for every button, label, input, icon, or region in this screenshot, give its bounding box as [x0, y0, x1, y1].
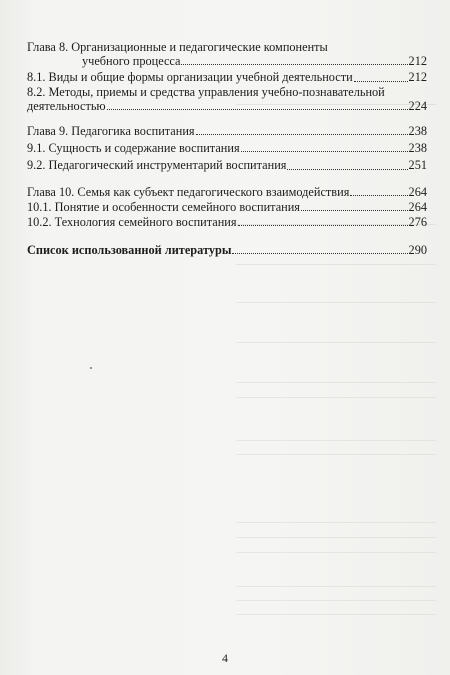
bleed-through-text [236, 535, 436, 538]
toc-entry-text: 8.1. Виды и общие формы организации учебной деятельности [27, 70, 353, 85]
toc-page-number: 276 [408, 215, 427, 230]
bleed-through-text [236, 520, 436, 523]
bleed-through-text [236, 340, 436, 343]
toc-page-number: 238 [408, 141, 427, 156]
bleed-through-text [236, 584, 436, 587]
toc-page-number: 264 [408, 184, 427, 199]
dot-leader [350, 195, 407, 196]
dot-leader [287, 169, 407, 170]
toc-page-number: 224 [408, 98, 427, 113]
bleed-through-text [236, 452, 436, 455]
toc-entry-chapter-8[interactable] [27, 40, 427, 68]
toc-entry-chapter-10[interactable] [27, 185, 427, 199]
dot-leader [238, 225, 408, 226]
bleed-through-text [236, 438, 436, 441]
toc-entry-text: Список использованной литературы [27, 243, 232, 258]
bleed-through-text [236, 262, 436, 265]
toc-entry-text: учебного процесса [82, 54, 181, 69]
toc-entry-text: 8.2. Методы, приемы и средства управления учебно-познавательной [27, 84, 385, 99]
toc-entry-text: 9.1. Сущность и содержание воспитания [27, 141, 240, 156]
toc-entry-section-8-2[interactable] [27, 85, 427, 113]
dot-leader [181, 64, 407, 65]
toc-entry-references[interactable] [27, 243, 427, 257]
toc-page-number: 251 [408, 158, 427, 173]
toc-entry-text: 10.2. Технология семейного воспитания [27, 215, 237, 230]
dot-leader [196, 134, 408, 135]
page-number: 4 [222, 651, 228, 665]
toc-entry-section-9-1[interactable] [27, 141, 427, 155]
bleed-through-text [236, 612, 436, 615]
toc-page-number: 212 [408, 54, 427, 69]
bleed-through-text [236, 395, 436, 398]
toc-entry-text: 9.2. Педагогический инструментарий воспитания [27, 158, 287, 173]
dot-leader [232, 253, 407, 254]
toc-entry-section-9-2[interactable] [27, 158, 427, 172]
toc-page-number: 212 [408, 70, 427, 85]
toc-entry-text: Глава 9. Педагогика воспитания [27, 124, 195, 139]
bleed-through-text [236, 380, 436, 383]
toc-entry-text: деятельностью [27, 98, 106, 113]
dot-leader [301, 210, 408, 211]
toc-entry-section-10-1[interactable] [27, 200, 427, 214]
ink-speck [90, 367, 92, 369]
dot-leader [241, 151, 408, 152]
toc-page-number: 264 [408, 199, 427, 214]
table-of-contents [27, 40, 427, 257]
toc-entry-chapter-9[interactable] [27, 124, 427, 138]
dot-leader [107, 109, 408, 110]
toc-entry-section-8-1[interactable] [27, 70, 427, 84]
bleed-through-text [236, 300, 436, 303]
toc-entry-text: Глава 10. Семья как субъект педагогического взаимодействия [27, 184, 350, 199]
bleed-through-text [236, 598, 436, 601]
toc-entry-text: Глава 8. Организационные и педагогические компоненты [27, 40, 328, 54]
toc-page-number: 238 [408, 124, 427, 139]
toc-entry-section-10-2[interactable] [27, 215, 427, 229]
dot-leader [354, 81, 408, 82]
toc-page-number: 290 [408, 243, 427, 258]
bleed-through-text [236, 550, 436, 553]
toc-entry-text: 10.1. Понятие и особенности семейного воспитания [27, 199, 300, 214]
